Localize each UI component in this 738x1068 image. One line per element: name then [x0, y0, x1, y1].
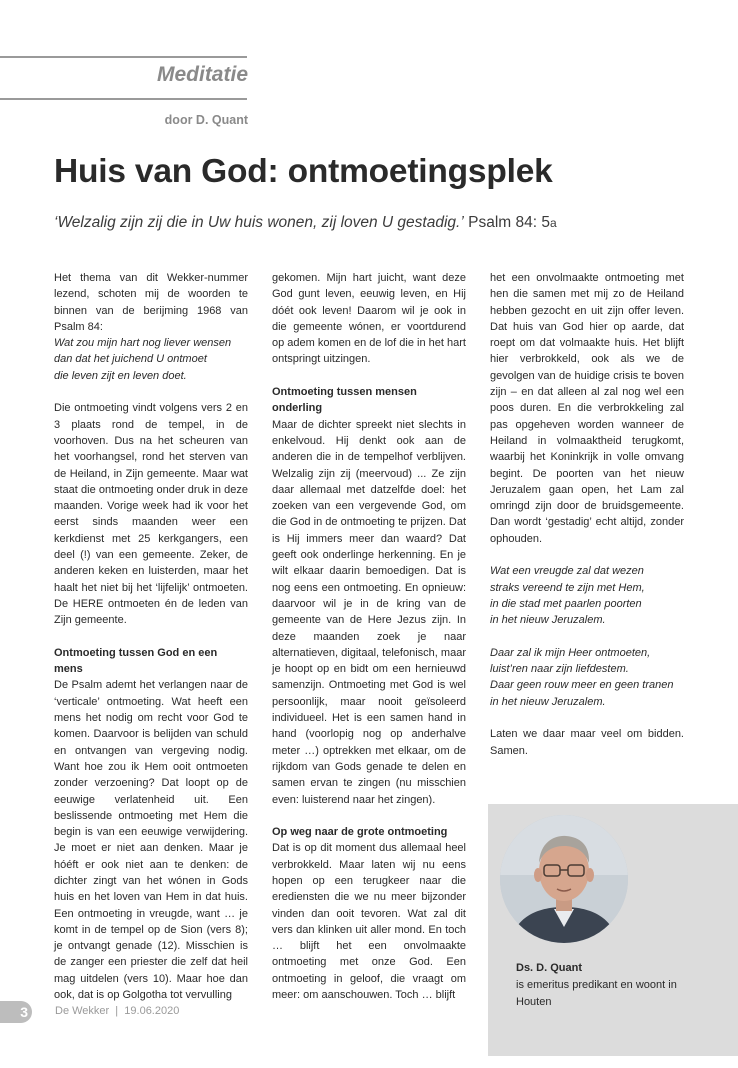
- subheading: Ontmoeting tussen God en een mens: [54, 646, 218, 676]
- poem-quote: [54, 335, 248, 384]
- poem-line: luist’ren naar zijn liefdestem.: [490, 663, 629, 676]
- author-caption: [516, 960, 677, 1011]
- paragraph: het een onvolmaakte ontmoeting met hen die samen met mij zo de Heiland hebben gezocht en uit zijn offer leven. Dat huis van God hier op aarde, dat roept om dat volmaakte huis. Het blijft hier verbrokkeld, ook als we de gevolgen van de huidige crisis te boven zijn – en dat alleen al zal nog wel een poos duren. En die verbrokkeling zal pas opgeheven worden wanneer de Heiland in volmaaktheid terugkomt, waarbij het Koninkrijk in volle omvang begint. De poorten van het nieuw Jeruzalem gaan open, het Lam zal omringd zijn door de bruidsgemeente. Dan wordt ‘gestadig’ echt altijd, zonder ophouden.: [490, 272, 684, 545]
- byline: door D. Quant: [164, 113, 248, 127]
- column-3: [490, 270, 684, 775]
- poem-stanza-2: [490, 645, 684, 710]
- column-2: [272, 270, 466, 1020]
- lead-quote-reference-suffix: a: [549, 216, 557, 230]
- poem-line: in die stad met paarlen poorten: [490, 597, 642, 610]
- paragraph: Dat is op dit moment dus allemaal heel verbrokkeld. Maar laten wij nu eens hopen op een terugkeer naar die erediensten die we nu meer bijzonder vinden dan ooit tevoren. Wat zal dit vers dan klinken uit aller mond. En toch … blijft het een onvolmaakte ontmoeting met onze God. Een ontmoeting in geloof, die vraagt om meer: om aanschouwen. Toch … blijft: [272, 842, 466, 1002]
- poem-line: dan dat het juichend U ontmoet: [54, 353, 207, 366]
- poem-stanza-1: [490, 563, 684, 628]
- lead-quote-reference: Psalm 84: 5: [468, 214, 550, 231]
- paragraph: Het thema van dit Wekker-nummer lezend, schoten mij de woorden te binnen van de berijming 1968 van Psalm 84:: [54, 272, 248, 333]
- poem-line: straks vereend te zijn met Hem,: [490, 581, 645, 594]
- author-bio: Houten: [516, 996, 552, 1008]
- paragraph: Maar de dichter spreekt niet slechts in enkelvoud. Hij denkt ook aan de anderen die in de tempelhof verblijven. Welzalig zijn zij (meervoud) ... Ze zijn daar allemaal met datzelfde doel: het zoeken van een vergevende God, om die God in de ontmoeting te prijzen. Dat is Hij immers meer dan waard? Dat geeft ook onderlinge herkenning. En je wilt elkaar daarin bemoedigen. Dat is nog eens een ontmoeting. En opnieuw: daarvoor wil je in de kring van de gemeente van de Here Jezus zijn. In deze maanden zoek je naar alternatieven, digitaal, telefonisch, maar je hoopt op en bidt om een hernieuwd samenzijn. Ontmoeting met God is wel persoonlijk, maar nooit geïsoleerd individueel. Het is een samen hand in hand (voorlopig nog op anderhalve meter …) optrekken met elkaar, om de rijkdom van Gods genade te delen en samen ervan te zingen (nu misschien even: luisterend naar het zingen).: [272, 418, 466, 806]
- lead-quote: [54, 214, 557, 232]
- footer-publication: De Wekker | 19.06.2020: [55, 1005, 180, 1017]
- column-1: [54, 270, 248, 1020]
- page-number: 3: [0, 1001, 32, 1023]
- article-title: Huis van God: ontmoetingsplek: [54, 153, 553, 190]
- poem-line: in het nieuw Jeruzalem.: [490, 695, 606, 708]
- author-portrait: [500, 815, 628, 943]
- subheading: Op weg naar de grote ontmoeting: [272, 826, 448, 839]
- poem-line: Daar zal ik mijn Heer ontmoeten,: [490, 646, 651, 659]
- poem-line: Wat een vreugde zal dat wezen: [490, 565, 644, 578]
- section-label: Meditatie: [156, 63, 248, 86]
- subheading: Ontmoeting tussen mensen onderling: [272, 386, 417, 415]
- lead-quote-text: ‘Welzalig zijn zij die in Uw huis wonen, zij loven U gestadig.’: [54, 214, 464, 231]
- author-portrait-illustration: [500, 815, 628, 943]
- header-bottom-rule: [0, 98, 247, 100]
- poem-line: die leven zijt en leven doet.: [54, 369, 187, 382]
- paragraph: Die ontmoeting vindt volgens vers 2 en 3 plaats rond de tempel, in de voorhoven. Dus na het scheuren van het voorhangsel, rond het sterven van de Heiland, in Zijn gemeente. Maar wat staat die ontmoeting onder druk in deze maanden. Vorige week had ik voor het eerst sinds maanden weer een kerkdienst met 25 kerkgangers, een deel (!) van een gemeente. Zeker, de anderen keken en luisterden, maar het haalt het niet bij het ‘lijfelijk’ ontmoeten. De HERE ontmoeten én de leden van Zijn gemeente.: [54, 402, 248, 627]
- header-top-rule: [0, 56, 247, 58]
- paragraph: gekomen. Mijn hart juicht, want deze God gunt leven, eeuwig leven, en Hij dóét ook leven! Daarom wil je ook in die gemeente wónen, er voortdurend op adem komen en de lof die in het hart ontspringt uitzingen.: [272, 272, 466, 366]
- paragraph: De Psalm ademt het verlangen naar de ‘verticale’ ontmoeting. Wat heeft een mens het nodig om recht voor God te komen. Daarvoor is belijden van schuld en ontvangen van vergeving nodig. Want hoe zou ik Hem ooit ontmoeten zonder verzoening? Dat loopt op de eeuwige verlatenheid uit. Een beslissende ontmoeting met Hem die begin is van een eeuwige verwijdering. Je moet er niet aan denken. Maar je hóéft er ook niet aan te denken: de dichter zingt van het wónen in Gods huis en het loven van Hem in dat huis. Een ontmoeting in vreugde, want … je komt in de tempel op de Sion (vers 8); je ontvangt genade (12). Misschien is de zanger een priester die zelf dat heil mag uitdelen (vers 10). Maar hoe dan ook, dat is op Golgotha tot vervulling: [54, 679, 248, 1002]
- paragraph: Laten we daar maar veel om bidden. Samen.: [490, 728, 684, 757]
- author-name: Ds. D. Quant: [516, 962, 583, 974]
- poem-line: Daar geen rouw meer en geen tranen: [490, 679, 674, 692]
- poem-line: in het nieuw Jeruzalem.: [490, 614, 606, 627]
- poem-line: Wat zou mijn hart nog liever wensen: [54, 337, 232, 350]
- author-bio: is emeritus predikant en woont in: [516, 979, 677, 991]
